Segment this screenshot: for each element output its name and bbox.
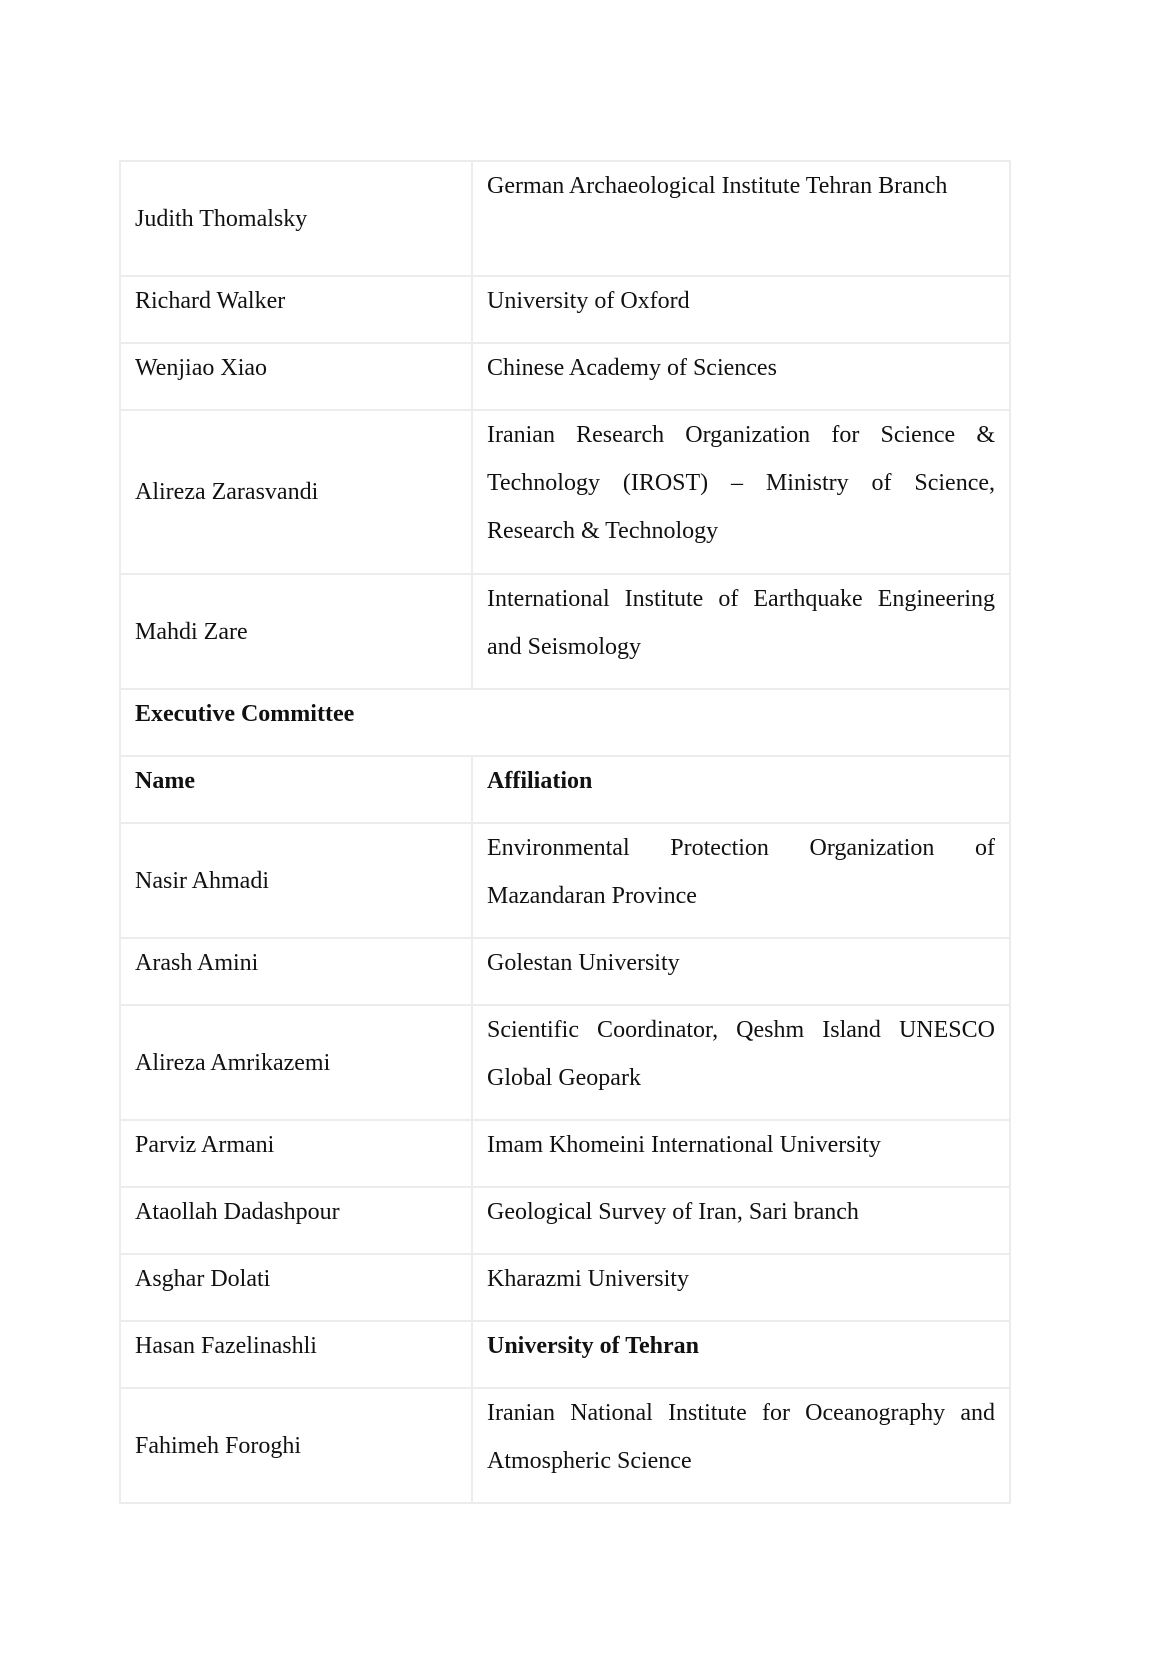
member-affiliation-cell xyxy=(472,276,1010,343)
table-row xyxy=(120,823,1010,938)
member-affiliation: Imam Khomeini International University xyxy=(487,1132,881,1158)
member-affiliation: Iranian Research Organization for Science & Technology (IROST) – Ministry of Science, Research & Technology xyxy=(487,422,995,544)
section-title: Executive Committee xyxy=(135,701,355,727)
member-affiliation: University of Oxford xyxy=(487,288,690,314)
member-name: Fahimeh Foroghi xyxy=(135,1432,301,1459)
table-row xyxy=(120,1321,1010,1388)
table-row xyxy=(120,410,1010,574)
member-name-cell xyxy=(120,823,472,938)
member-affiliation-cell xyxy=(472,161,1010,276)
table-row xyxy=(120,1254,1010,1321)
member-affiliation-cell xyxy=(472,1388,1010,1503)
member-name: Ataollah Dadashpour xyxy=(135,1199,340,1225)
member-affiliation-cell xyxy=(472,1187,1010,1254)
table-row xyxy=(120,343,1010,410)
member-name: Wenjiao Xiao xyxy=(135,355,268,381)
column-header-name: Name xyxy=(135,768,195,794)
member-name: Asghar Dolati xyxy=(135,1266,271,1292)
member-name-cell xyxy=(120,938,472,1005)
member-name-cell xyxy=(120,1254,472,1321)
table-row xyxy=(120,276,1010,343)
member-name: Hasan Fazelinashli xyxy=(135,1333,317,1359)
member-affiliation: Environmental Protection Organization of Mazandaran Province xyxy=(487,835,995,909)
section-title-row xyxy=(120,689,1010,756)
member-affiliation-cell xyxy=(472,938,1010,1005)
member-affiliation-cell xyxy=(472,1321,1010,1388)
member-affiliation: Chinese Academy of Sciences xyxy=(487,355,777,381)
member-name-cell xyxy=(120,161,472,276)
column-header-affiliation: Affiliation xyxy=(487,768,593,794)
member-name-cell xyxy=(120,1187,472,1254)
member-name-cell xyxy=(120,410,472,574)
member-name: Nasir Ahmadi xyxy=(135,867,269,894)
member-name-cell xyxy=(120,1005,472,1120)
section-title-cell xyxy=(120,689,1010,756)
member-name: Judith Thomalsky xyxy=(135,205,308,232)
table-row xyxy=(120,1120,1010,1187)
member-affiliation-cell xyxy=(472,574,1010,689)
member-affiliation-cell xyxy=(472,410,1010,574)
member-affiliation: International Institute of Earthquake Engineering and Seismology xyxy=(487,586,995,660)
table-header-row xyxy=(120,756,1010,823)
table-row xyxy=(120,574,1010,689)
member-affiliation-cell xyxy=(472,1005,1010,1120)
member-name-cell xyxy=(120,1388,472,1503)
header-affiliation-cell xyxy=(472,756,1010,823)
member-affiliation: Kharazmi University xyxy=(487,1266,689,1292)
member-name-cell xyxy=(120,276,472,343)
member-name: Parviz Armani xyxy=(135,1132,275,1158)
member-name-cell xyxy=(120,343,472,410)
member-name-cell xyxy=(120,574,472,689)
table-row xyxy=(120,938,1010,1005)
table-row xyxy=(120,1187,1010,1254)
member-affiliation-cell xyxy=(472,823,1010,938)
member-affiliation: Golestan University xyxy=(487,950,680,976)
member-affiliation-cell xyxy=(472,343,1010,410)
member-name: Alireza Amrikazemi xyxy=(135,1049,331,1076)
table-row xyxy=(120,161,1010,276)
member-affiliation-cell xyxy=(472,1120,1010,1187)
member-affiliation-cell xyxy=(472,1254,1010,1321)
table-row xyxy=(120,1005,1010,1120)
table-row xyxy=(120,1388,1010,1503)
member-affiliation: University of Tehran xyxy=(487,1333,700,1359)
committee-table xyxy=(119,160,1011,1504)
member-affiliation: Geological Survey of Iran, Sari branch xyxy=(487,1199,859,1225)
member-affiliation: Iranian National Institute for Oceanography and Atmospheric Science xyxy=(487,1400,995,1474)
member-name: Mahdi Zare xyxy=(135,618,248,645)
header-name-cell xyxy=(120,756,472,823)
member-name-cell xyxy=(120,1120,472,1187)
member-name: Richard Walker xyxy=(135,288,286,314)
member-affiliation: Scientific Coordinator, Qeshm Island UNESCO Global Geopark xyxy=(487,1017,995,1091)
member-name: Arash Amini xyxy=(135,950,259,976)
member-name: Alireza Zarasvandi xyxy=(135,479,319,505)
member-name-cell xyxy=(120,1321,472,1388)
member-affiliation: German Archaeological Institute Tehran Branch xyxy=(487,173,948,199)
